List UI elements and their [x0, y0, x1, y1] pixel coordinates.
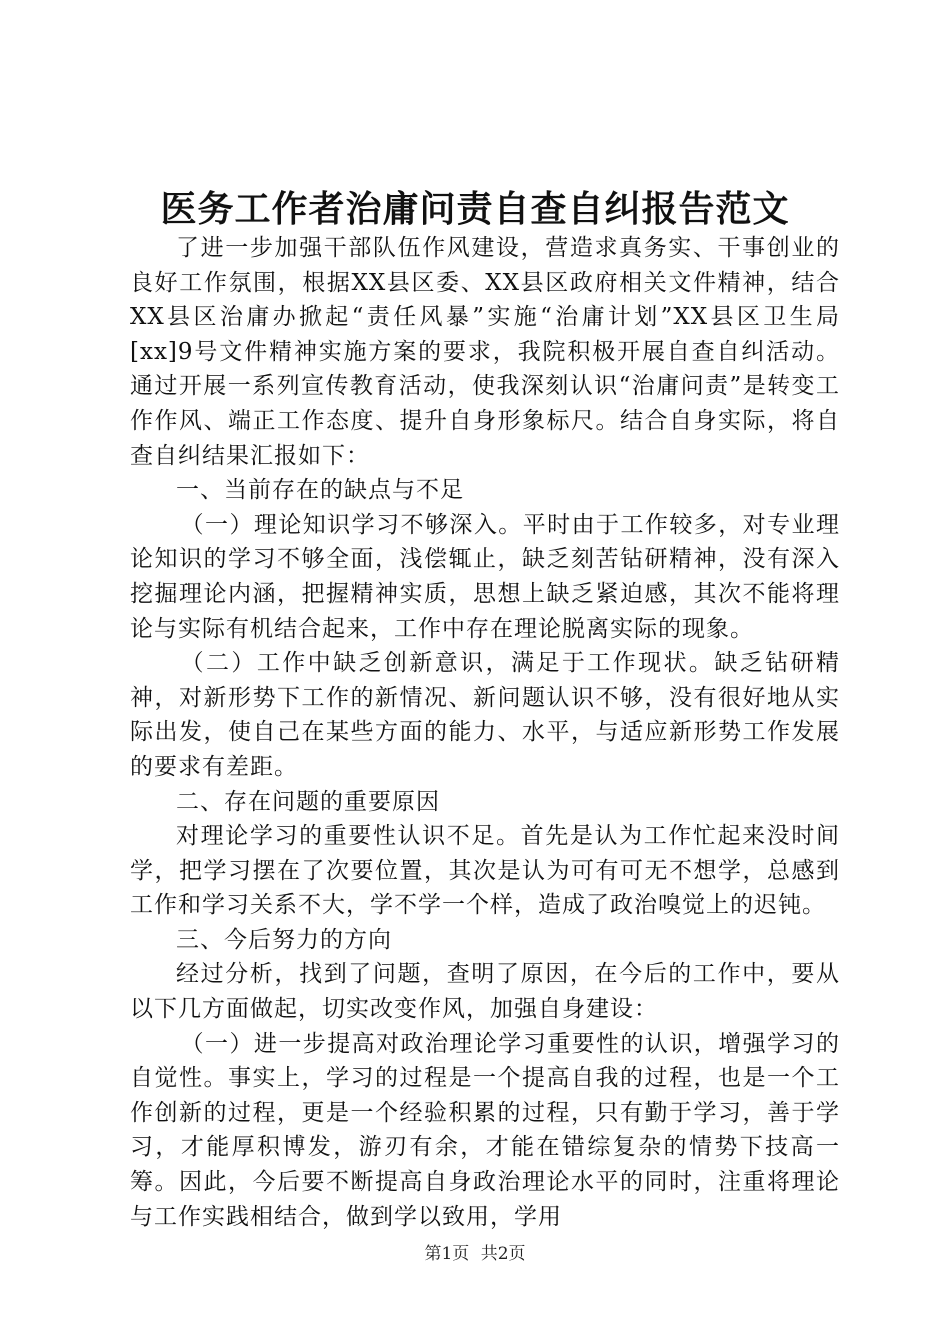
page-number: 第1页: [424, 1244, 470, 1264]
document-body: [130, 231, 840, 1234]
paragraph-2: 对理论学习的重要性认识不足。首先是认为工作忙起来没时间学，把学习摆在了次要位置，其次是认为可有可无不想学，总感到工作和学习关系不大，学不学一个样，造成了政治嗅觉上的迟钝。: [130, 823, 840, 919]
document-title: 医务工作者治庸问责自查自纠报告范文: [160, 188, 790, 230]
paragraph-intro: 了进一步加强干部队伍作风建设，营造求真务实、干事创业的良好工作氛围，根据XX县区委、XX县区政府相关文件精神，结合XX县区治庸办掀起“责任风暴”实施“治庸计划”XX县区卫生局[xx]9号文件精神实施方案的要求，我院积极开展自查自纠活动。通过开展一系列宣传教育活动，使我深刻认识“治庸问责”是转变工作作风、端正工作态度、提升自身形象标尺。结合自身实际，将自查自纠结果汇报如下：: [130, 235, 840, 469]
page-footer: [0, 1242, 950, 1266]
paragraph-1-2: （二）工作中缺乏创新意识，满足于工作现状。缺乏钻研精神，对新形势下工作的新情况、新问题认识不够，没有很好地从实际出发，使自己在某些方面的能力、水平，与适应新形势工作发展的要求有差距。: [130, 650, 840, 780]
paragraph-3-1: （一）进一步提高对政治理论学习重要性的认识，增强学习的自觉性。事实上，学习的过程是一个提高自我的过程，也是一个工作创新的过程，更是一个经验积累的过程，只有勤于学习，善于学习，才能厚积博发，游刃有余，才能在错综复杂的情势下技高一筹。因此，今后要不断提高自身政治理论水平的同时，注重将理论与工作实践相结合，做到学以致用，学用: [130, 1030, 840, 1230]
section-heading-2: 二、存在问题的重要原因: [176, 788, 440, 815]
paragraph-3-intro: 经过分析，找到了问题，查明了原因，在今后的工作中，要从以下几方面做起，切实改变作风，加强自身建设：: [130, 961, 840, 1023]
paragraph-1-1: （一）理论知识学习不够深入。平时由于工作较多，对专业理论知识的学习不够全面，浅偿辄止，缺乏刻苦钻研精神，没有深入挖掘理论内涵，把握精神实质，思想上缺乏紧迫感，其次不能将理论与实际有机结合起来，工作中存在理论脱离实际的现象。: [130, 511, 840, 642]
section-heading-3: 三、今后努力的方向: [176, 926, 392, 953]
section-heading-1: 一、当前存在的缺点与不足: [176, 477, 464, 504]
page-total: 共2页: [480, 1244, 526, 1264]
